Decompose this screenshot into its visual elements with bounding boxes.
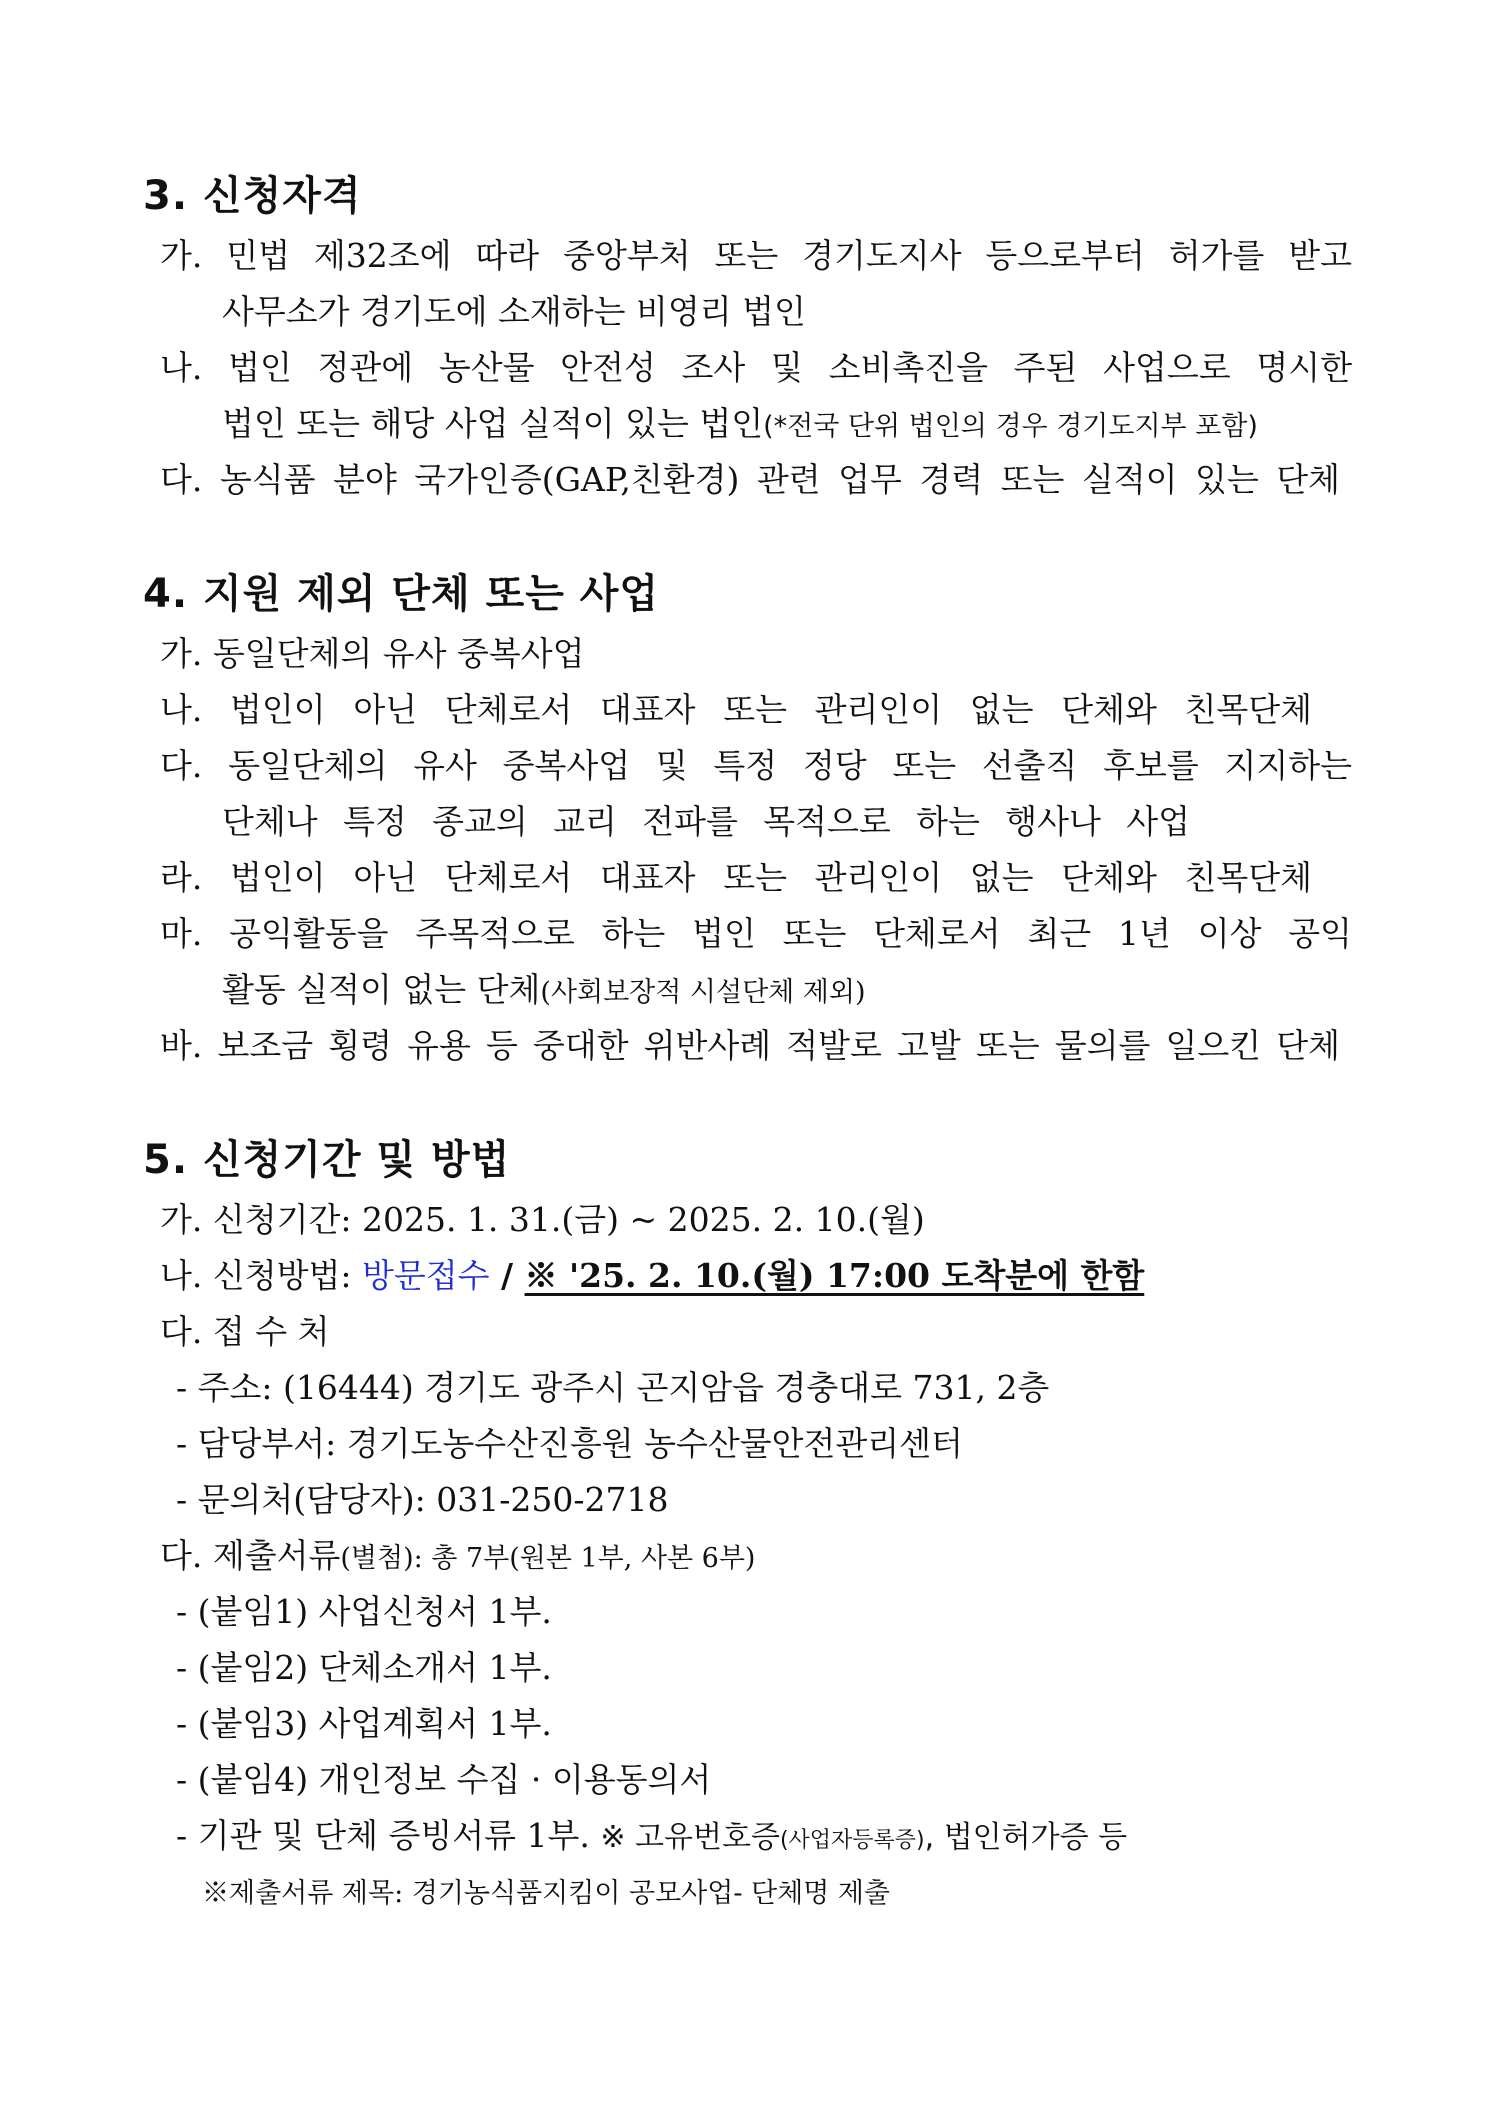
s3-item-na-line1: 나. 법인 정관에 농산물 안전성 조사 및 소비촉진을 주된 사업으로 명시한 — [160, 348, 1352, 387]
s5-doc-5-note-3: , 법인허가증 등 — [924, 1820, 1128, 1855]
s5-docs-label: 다. 제출서류 — [160, 1536, 341, 1575]
s5-method-separator: / — [489, 1256, 525, 1295]
s3-item-da: 다. 농식품 분야 국가인증(GAP,친환경) 관련 업무 경력 또는 실적이 있는 단체 — [160, 460, 1340, 499]
s5-docs-note: (별첨): 총 7부(원본 1부, 사본 6부) — [340, 1543, 756, 1574]
s4-item-ba: 바. 보조금 횡령 유용 등 중대한 위반사례 적발로 고발 또는 물의를 일으킨 단체 — [160, 1026, 1340, 1065]
s3-item-ga-line2: 사무소가 경기도에 소재하는 비영리 법인 — [222, 292, 806, 331]
s5-method-label: 나. 신청방법: — [160, 1256, 362, 1295]
s5-period: 가. 신청기간: 2025. 1. 31.(금) ~ 2025. 2. 10.(월) — [160, 1200, 925, 1239]
s5-method — [160, 1254, 1144, 1298]
s5-contact: - 문의처(담당자): 031-250-2718 — [176, 1480, 669, 1519]
s5-doc-5-note-1: ※ 고유번호증 — [600, 1820, 780, 1855]
s5-doc-5-main: - 기관 및 단체 증빙서류 1부. — [176, 1816, 601, 1855]
s4-item-ma-line2-main: 활동 실적이 없는 단체 — [222, 970, 541, 1009]
s5-method-value: 방문접수 — [361, 1256, 490, 1295]
s5-doc-3: - (붙임3) 사업계획서 1부. — [176, 1704, 552, 1743]
section-4-heading: 4. 지원 제외 단체 또는 사업 — [143, 571, 660, 617]
s5-doc-4: - (붙임4) 개인정보 수집 · 이용동의서 — [176, 1760, 712, 1799]
s5-docs — [160, 1534, 755, 1581]
s4-item-ga: 가. 동일단체의 유사 중복사업 — [160, 634, 585, 673]
s3-item-na-line2-main: 법인 또는 해당 사업 실적이 있는 법인 — [222, 404, 764, 443]
s4-item-ma-line1: 마. 공익활동을 주목적으로 하는 법인 또는 단체로서 최근 1년 이상 공익 — [160, 914, 1352, 953]
s4-item-ma-line2-note: (사회보장적 시설단체 제외) — [540, 977, 866, 1008]
s4-item-da-line1: 다. 동일단체의 유사 중복사업 및 특정 정당 또는 선출직 후보를 지지하는 — [160, 746, 1352, 785]
section-5-heading: 5. 신청기간 및 방법 — [143, 1137, 511, 1183]
s3-item-na-line2-note: (*전국 단위 법인의 경우 경기도지부 포함) — [763, 411, 1258, 442]
s5-method-deadline-note: ※ '25. 2. 10.(월) 17:00 도착분에 한함 — [524, 1256, 1145, 1295]
s5-doc-5 — [176, 1814, 1127, 1863]
s3-item-na-line2 — [222, 402, 1258, 449]
s5-office-label: 다. 접 수 처 — [160, 1312, 330, 1351]
s5-address: - 주소: (16444) 경기도 광주시 곤지암읍 경충대로 731, 2층 — [176, 1368, 1050, 1407]
s5-doc-2: - (붙임2) 단체소개서 1부. — [176, 1648, 552, 1687]
s4-item-na: 나. 법인이 아닌 단체로서 대표자 또는 관리인이 없는 단체와 친목단체 — [160, 690, 1312, 729]
section-3-heading: 3. 신청자격 — [143, 173, 362, 219]
s3-item-ga-line1: 가. 민법 제32조에 따라 중앙부처 또는 경기도지사 등으로부터 허가를 받고 — [160, 236, 1352, 275]
s5-doc-5-note-2: (사업자등록증) — [779, 1828, 925, 1853]
s5-doc-1: - (붙임1) 사업신청서 1부. — [176, 1592, 552, 1631]
s5-title-note: ※제출서류 제목: 경기농식품지킴이 공모사업- 단체명 제출 — [202, 1878, 891, 1909]
s4-item-ma-line2 — [222, 968, 866, 1015]
s5-department: - 담당부서: 경기도농수산진흥원 농수산물안전관리센터 — [176, 1424, 963, 1463]
s4-item-da-line2: 단체나 특정 종교의 교리 전파를 목적으로 하는 행사나 사업 — [222, 802, 1190, 841]
s4-item-ra: 라. 법인이 아닌 단체로서 대표자 또는 관리인이 없는 단체와 친목단체 — [160, 858, 1312, 897]
